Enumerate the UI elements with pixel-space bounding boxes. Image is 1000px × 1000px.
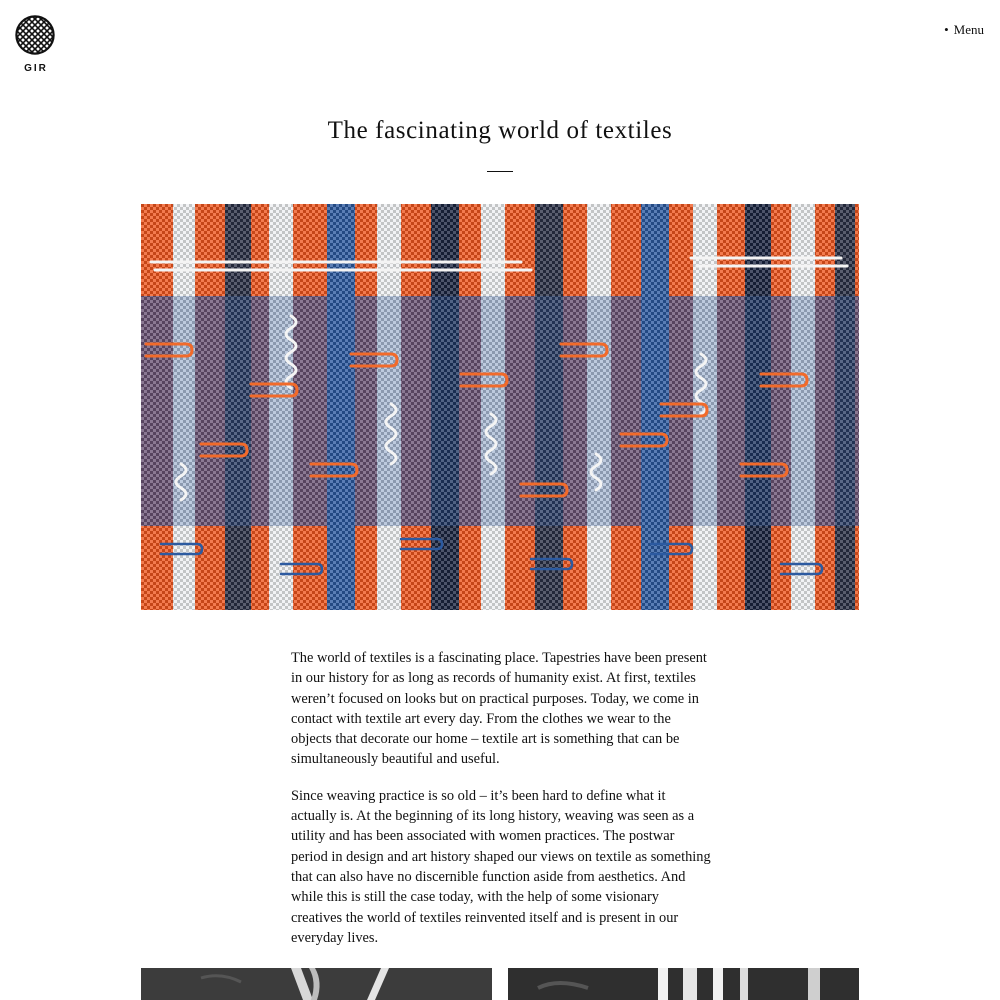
article-paragraph: Since weaving practice is so old – it’s been hard to define what it actually is. At the beginning of its long history, weaving was seen as a utility and has been associated with women practices. The postwar period in design and art history shaped our views on textile as something that can also have no discernible function aside from aesthetics. And while this is still the case today, with the help of some visionary creatives the world of textiles reinvented itself and is present in our everyday lives.: [291, 787, 711, 946]
menu-bullet: •: [944, 22, 949, 37]
bw-photo-graphic: [508, 968, 859, 1000]
gallery-photo-left: [141, 968, 492, 1000]
hero-textile-image: [141, 204, 859, 610]
article-body: [291, 648, 711, 964]
page-title: The fascinating world of textiles: [327, 117, 673, 144]
article-paragraph: The world of textiles is a fascinating place. Tapestries have been present in our history for as long as records of humanity exist. At first, textiles weren’t focused on looks but on practical purposes. Today, we come in contact with textile art every day. From the clothes we wear to the objects that decorate our home – textile art is something that can be simultaneously beautiful and useful.: [291, 650, 707, 768]
menu-label: Menu: [953, 22, 984, 37]
title-divider: [487, 171, 513, 172]
logo-text: GIR: [24, 63, 48, 74]
textile-weave-graphic: [141, 204, 859, 610]
logo-link[interactable]: [15, 15, 55, 74]
gallery-photo-right: [508, 968, 859, 1000]
crosshatch-circle-icon: [15, 15, 55, 55]
bw-photo-graphic: [141, 968, 492, 1000]
menu-button[interactable]: [944, 22, 984, 38]
